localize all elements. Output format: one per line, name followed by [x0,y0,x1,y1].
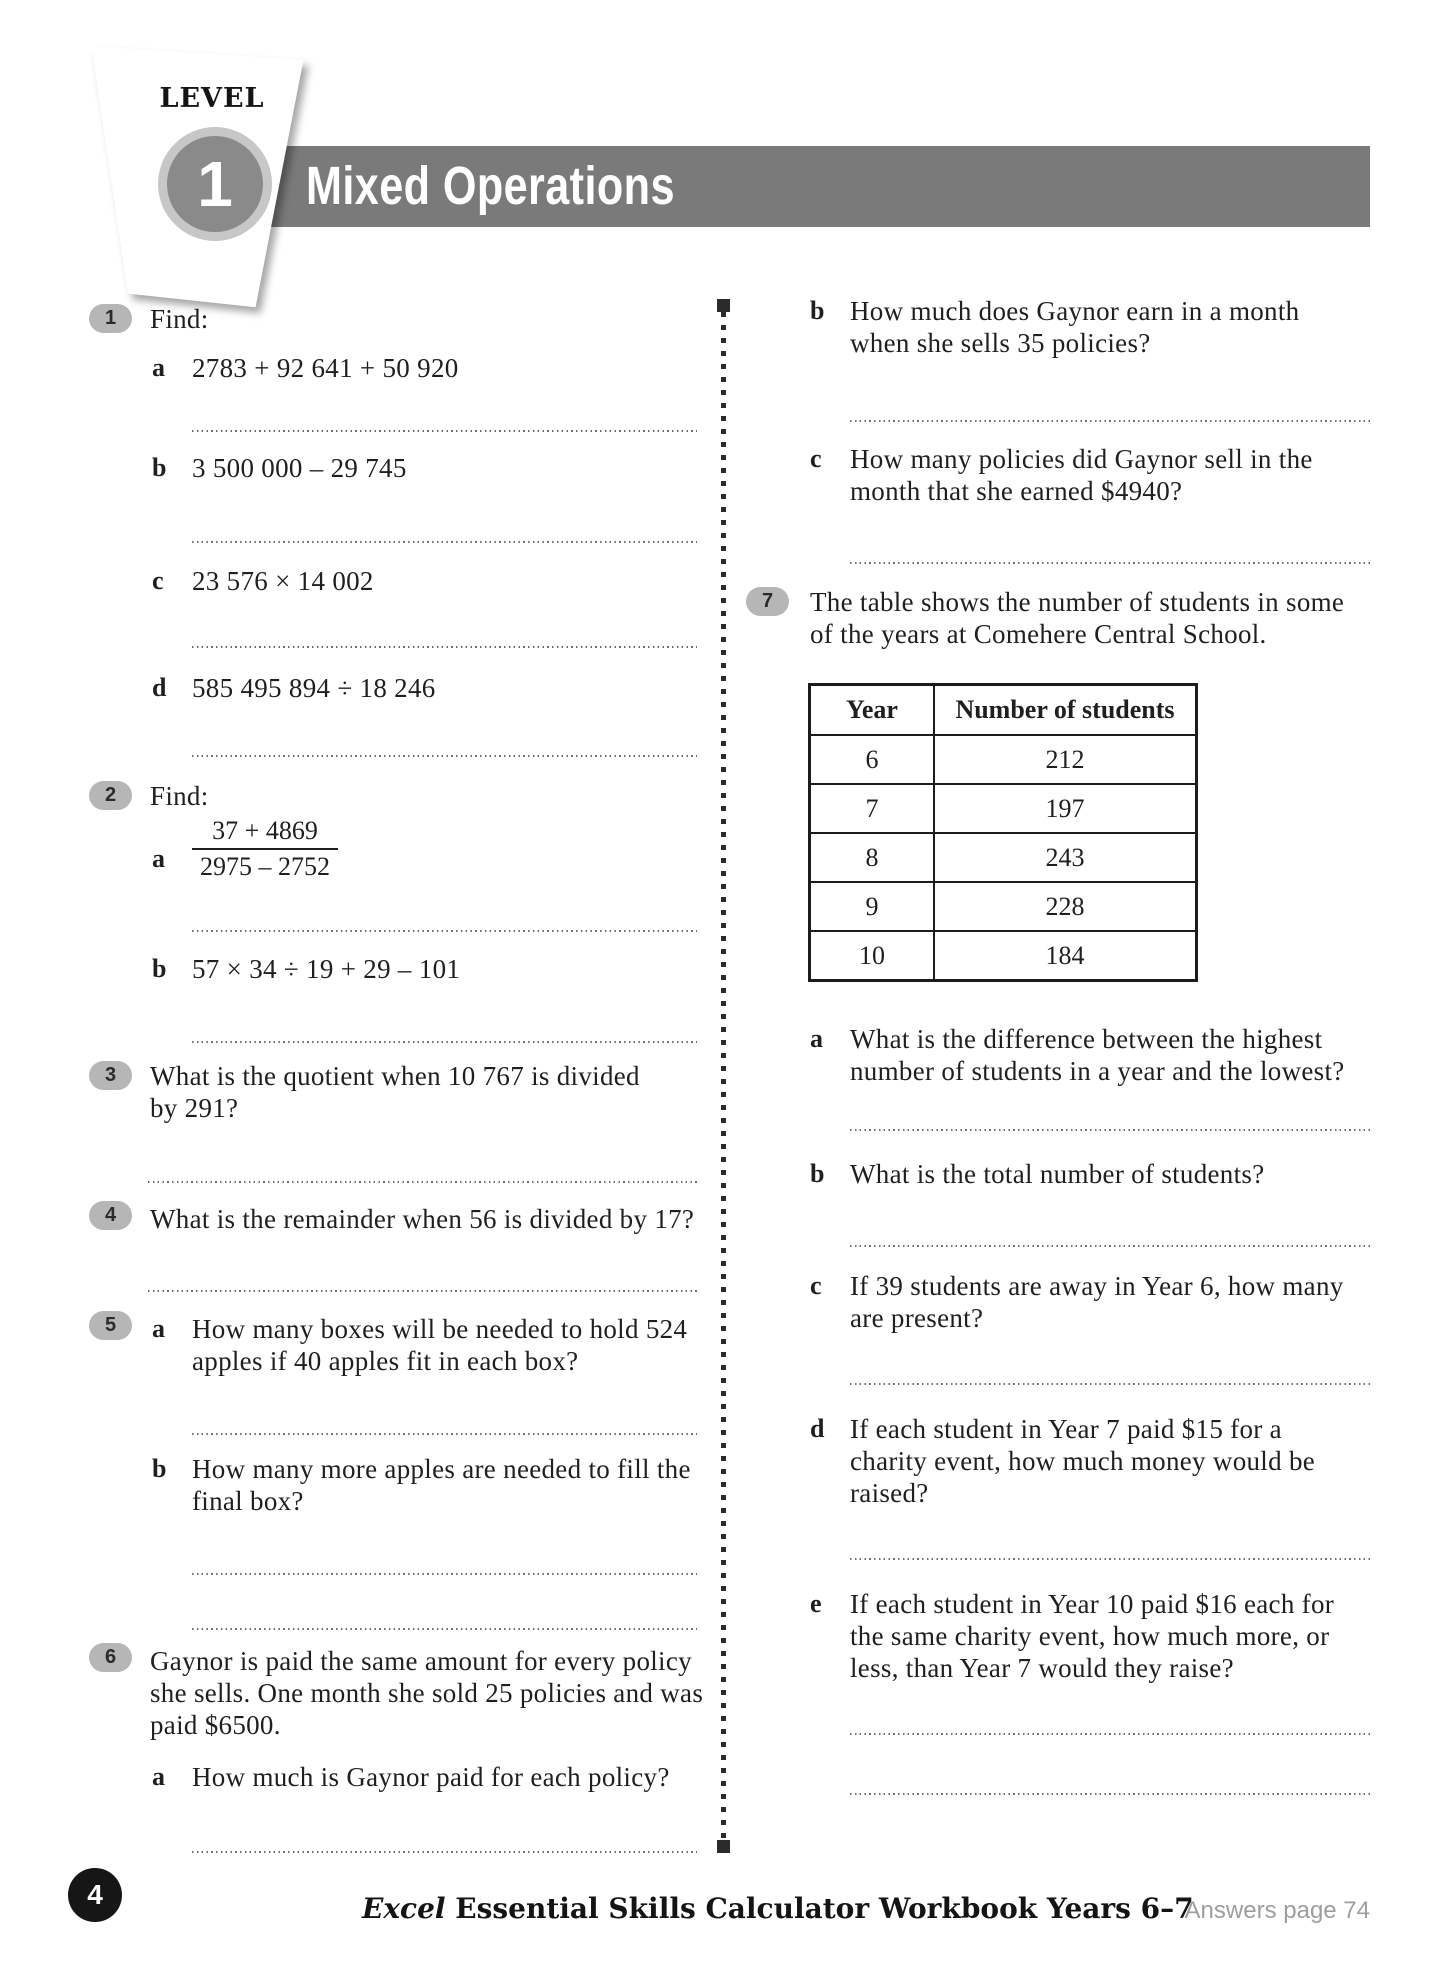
answer-line [192,930,697,932]
table-header-students: Number of students [934,685,1197,736]
table-cell-year: 8 [810,833,935,882]
question-7c-text: are present? [850,1303,984,1333]
question-1a-label: a [152,353,165,382]
table-header-year: Year [810,685,935,736]
question-1a-expression: 2783 + 92 641 + 50 920 [192,353,459,383]
level-label: LEVEL [159,83,265,114]
question-7b-text: What is the total number of students? [850,1159,1265,1189]
question-5a-text: How many boxes will be needed to hold 524 [192,1314,688,1344]
answer-line [148,1181,697,1183]
answer-line [192,646,697,648]
fraction-denominator: 2975 – 2752 [200,852,330,881]
question-7e-text: the same charity event, how much more, or [850,1621,1330,1651]
answer-line [850,420,1370,422]
question-6b-text: when she sells 35 policies? [850,328,1151,358]
question-2-intro: Find: [150,781,209,811]
answer-line [850,1245,1370,1247]
question-7e-text: less, than Year 7 would they raise? [850,1653,1234,1683]
question-5b-text: How many more apples are needed to fill the [192,1454,691,1484]
question-7-text: The table shows the number of students in some [810,587,1345,617]
divider-end-square-top [717,299,730,312]
question-6-badge: 6 [89,1643,132,1672]
question-4-badge: 4 [89,1201,132,1230]
question-1c-expression: 23 576 × 14 002 [192,566,374,596]
question-7a-text: number of students in a year and the lowest? [850,1056,1345,1086]
question-6c-label: c [810,444,822,473]
question-6c-text: month that she earned $4940? [850,476,1183,506]
answer-line [192,1433,697,1435]
chapter-title: Mixed Operations [306,155,675,216]
footer-book-title-rest: Essential Skills Calculator Workbook Years 6–7 [445,1892,1194,1925]
question-2a-label: a [152,844,165,873]
question-5b-text: final box? [192,1486,304,1516]
chapter-title-banner [170,146,1370,227]
question-6c-text: How many policies did Gaynor sell in the [850,444,1313,474]
question-7e-text: If each student in Year 10 paid $16 each for [850,1589,1335,1619]
question-1b-expression: 3 500 000 – 29 745 [192,453,407,483]
table-row [810,784,1197,833]
answer-line [850,1793,1370,1795]
question-6-text: she sells. One month she sold 25 policies and was [150,1678,704,1708]
table-cell-students: 212 [934,735,1197,784]
question-5b-label: b [152,1454,167,1483]
answer-line [850,1733,1370,1735]
question-6-text: paid $6500. [150,1710,281,1740]
question-5-badge: 5 [89,1311,132,1340]
answer-line [192,1851,697,1853]
answer-line [192,1573,697,1575]
answer-line [850,562,1370,564]
footer-book-title-excel: Excel [362,1892,446,1925]
question-2b-label: b [152,954,167,983]
students-table [808,683,1198,982]
question-1b-label: b [152,453,167,482]
answer-line [192,430,697,432]
question-5a-text: apples if 40 apples fit in each box? [192,1346,579,1376]
question-3-badge: 3 [89,1061,132,1090]
table-cell-students: 243 [934,833,1197,882]
question-7d-text: If each student in Year 7 paid $15 for a [850,1414,1282,1444]
table-cell-students: 184 [934,931,1197,981]
question-5a-label: a [152,1314,165,1343]
question-6-text: Gaynor is paid the same amount for every policy [150,1646,692,1676]
table-row [810,735,1197,784]
footer-answers-ref: Answers page 74 [1184,1897,1370,1924]
answer-line [850,1129,1370,1131]
question-7a-text: What is the difference between the highest [850,1024,1323,1054]
question-7-text: of the years at Comehere Central School. [810,619,1267,649]
question-6a-label: a [152,1762,165,1791]
table-cell-year: 10 [810,931,935,981]
column-divider [721,312,726,1840]
fraction-numerator: 37 + 4869 [192,816,338,850]
question-7d-text: raised? [850,1478,929,1508]
question-6a-text: How much is Gaynor paid for each policy? [192,1762,670,1792]
question-7d-text: charity event, how much money would be [850,1446,1316,1476]
answer-line [850,1558,1370,1560]
answer-line [192,1628,697,1630]
question-7-badge: 7 [746,587,789,616]
question-7c-text: If 39 students are away in Year 6, how many [850,1271,1344,1301]
question-2-badge: 2 [89,781,132,810]
table-cell-year: 7 [810,784,935,833]
answer-line [192,541,697,543]
table-cell-students: 228 [934,882,1197,931]
table-cell-year: 6 [810,735,935,784]
question-7c-label: c [810,1271,822,1300]
answer-line [850,1383,1370,1385]
question-1d-expression: 585 495 894 ÷ 18 246 [192,673,436,703]
question-3-text: What is the quotient when 10 767 is divided [150,1061,640,1091]
table-row [810,931,1197,981]
level-number-circle [158,127,272,241]
question-4-text: What is the remainder when 56 is divided by 17? [150,1204,695,1234]
question-1c-label: c [152,566,164,595]
question-2b-expression: 57 × 34 ÷ 19 + 29 – 101 [192,954,461,984]
question-6b-label: b [810,296,825,325]
answer-line [192,1041,697,1043]
question-6b-text: How much does Gaynor earn in a month [850,296,1300,326]
level-number: 1 [167,136,263,232]
table-cell-students: 197 [934,784,1197,833]
question-1-intro: Find: [150,304,209,334]
question-2a-fraction [192,816,338,882]
footer-book-title [362,1892,1194,1925]
question-7a-label: a [810,1024,823,1053]
answer-line [148,1290,697,1292]
page-number-circle: 4 [68,1868,122,1922]
table-cell-year: 9 [810,882,935,931]
question-7d-label: d [810,1414,825,1443]
table-row [810,833,1197,882]
question-7e-label: e [810,1589,822,1618]
question-1d-label: d [152,673,167,702]
table-row [810,882,1197,931]
question-3-text: by 291? [150,1093,239,1123]
answer-line [192,755,697,757]
divider-end-square-bottom [717,1840,730,1853]
question-1-badge: 1 [89,304,132,333]
question-7b-label: b [810,1159,825,1188]
